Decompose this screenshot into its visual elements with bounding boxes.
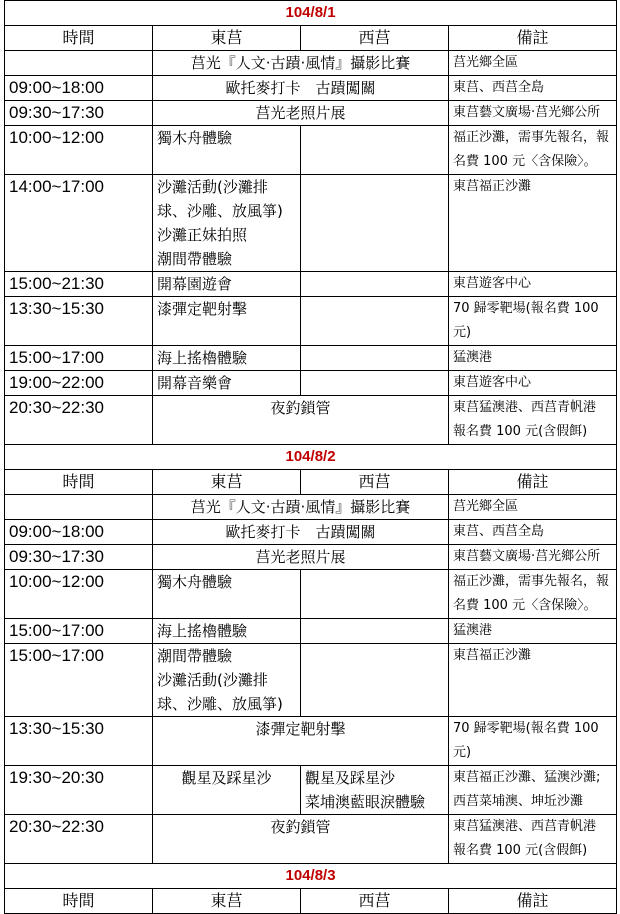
west-cell (301, 570, 449, 619)
table-row (5, 101, 617, 126)
time-cell: 09:00~18:00 (5, 520, 153, 545)
east-cell: 開幕音樂會 (153, 371, 301, 396)
table-row (5, 520, 617, 545)
note-header: 備註 (449, 470, 617, 495)
time-cell: 13:30~15:30 (5, 297, 153, 346)
note-cell: 70 歸零靶場(報名費 100 元) (449, 717, 617, 766)
table-row (5, 644, 617, 717)
west-cell (301, 346, 449, 371)
west-header: 西莒 (301, 889, 449, 914)
activity-cell: 莒光老照片展 (153, 545, 449, 570)
west-cell (301, 297, 449, 346)
note-cell: 東莒福正沙灘、猛澳沙灘; 西莒菜埔澳、坤坵沙灘 (449, 766, 617, 815)
note-cell: 東莒遊客中心 (449, 371, 617, 396)
time-cell: 15:00~17:00 (5, 346, 153, 371)
west-cell (301, 175, 449, 272)
table-row (5, 371, 617, 396)
east-cell: 獨木舟體驗 (153, 126, 301, 175)
time-cell (5, 51, 153, 76)
time-cell: 14:00~17:00 (5, 175, 153, 272)
west-cell (301, 619, 449, 644)
date-heading: 104/8/3 (5, 864, 617, 889)
table-row (5, 126, 617, 175)
table-row (5, 766, 617, 815)
activity-cell: 漆彈定靶射擊 (153, 717, 449, 766)
table-row (5, 76, 617, 101)
note-cell: 莒光鄉全區 (449, 495, 617, 520)
east-header: 東莒 (153, 470, 301, 495)
activity-cell: 歐托麥打卡 古蹟闖關 (153, 520, 449, 545)
note-cell: 東莒藝文廣場‧莒光鄉公所 (449, 101, 617, 126)
date-row (5, 445, 617, 470)
east-cell: 獨木舟體驗 (153, 570, 301, 619)
time-cell: 19:00~22:00 (5, 371, 153, 396)
note-cell: 東莒、西莒全島 (449, 76, 617, 101)
west-cell (301, 272, 449, 297)
note-header: 備註 (449, 889, 617, 914)
east-header: 東莒 (153, 26, 301, 51)
date-heading: 104/8/2 (5, 445, 617, 470)
table-row (5, 272, 617, 297)
schedule-table (4, 0, 617, 914)
time-header: 時間 (5, 889, 153, 914)
table-row (5, 297, 617, 346)
activity-cell: 莒光老照片展 (153, 101, 449, 126)
west-cell: 觀星及踩星沙 菜埔澳藍眼淚體驗 (301, 766, 449, 815)
time-cell: 15:00~21:30 (5, 272, 153, 297)
date-heading: 104/8/1 (5, 1, 617, 26)
note-cell: 莒光鄉全區 (449, 51, 617, 76)
table-row (5, 570, 617, 619)
note-cell: 福正沙灘，需事先報名，報名費 100 元〈含保險〉。 (449, 570, 617, 619)
activity-cell: 夜釣鎖管 (153, 815, 449, 864)
east-header: 東莒 (153, 889, 301, 914)
east-cell: 海上搖櫓體驗 (153, 346, 301, 371)
time-cell (5, 495, 153, 520)
note-cell: 猛澳港 (449, 619, 617, 644)
time-cell: 13:30~15:30 (5, 717, 153, 766)
west-cell (301, 371, 449, 396)
note-cell: 猛澳港 (449, 346, 617, 371)
header-row (5, 26, 617, 51)
table-row (5, 717, 617, 766)
time-cell: 10:00~12:00 (5, 126, 153, 175)
note-cell: 東莒遊客中心 (449, 272, 617, 297)
east-cell: 沙灘活動(沙灘排球、沙雕、放風箏) 沙灘正妹拍照 潮間帶體驗 (153, 175, 301, 272)
time-header: 時間 (5, 26, 153, 51)
activity-cell: 莒光『人文‧古蹟‧風情』攝影比賽 (153, 51, 449, 76)
west-cell (301, 644, 449, 717)
note-cell: 東莒猛澳港、西莒青帆港 報名費 100 元(含假餌) (449, 396, 617, 445)
time-cell: 20:30~22:30 (5, 815, 153, 864)
note-cell: 東莒、西莒全島 (449, 520, 617, 545)
activity-cell: 歐托麥打卡 古蹟闖關 (153, 76, 449, 101)
time-cell: 09:30~17:30 (5, 101, 153, 126)
time-cell: 10:00~12:00 (5, 570, 153, 619)
note-cell: 福正沙灘，需事先報名，報名費 100 元〈含保險〉。 (449, 126, 617, 175)
table-row (5, 815, 617, 864)
header-row (5, 470, 617, 495)
east-cell: 觀星及踩星沙 (153, 766, 301, 815)
table-row (5, 619, 617, 644)
east-cell: 漆彈定靶射擊 (153, 297, 301, 346)
table-row (5, 346, 617, 371)
east-cell: 海上搖櫓體驗 (153, 619, 301, 644)
west-header: 西莒 (301, 26, 449, 51)
table-row (5, 175, 617, 272)
note-cell: 東莒福正沙灘 (449, 644, 617, 717)
note-header: 備註 (449, 26, 617, 51)
time-cell: 09:00~18:00 (5, 76, 153, 101)
note-cell: 東莒福正沙灘 (449, 175, 617, 272)
table-row (5, 396, 617, 445)
note-cell: 東莒猛澳港、西莒青帆港 報名費 100 元(含假餌) (449, 815, 617, 864)
note-cell: 70 歸零靶場(報名費 100 元) (449, 297, 617, 346)
note-cell: 東莒藝文廣場‧莒光鄉公所 (449, 545, 617, 570)
table-row (5, 495, 617, 520)
time-cell: 15:00~17:00 (5, 619, 153, 644)
east-cell: 潮間帶體驗 沙灘活動(沙灘排球、沙雕、放風箏) (153, 644, 301, 717)
time-cell: 15:00~17:00 (5, 644, 153, 717)
time-cell: 20:30~22:30 (5, 396, 153, 445)
west-cell (301, 126, 449, 175)
header-row (5, 889, 617, 914)
time-cell: 19:30~20:30 (5, 766, 153, 815)
activity-cell: 莒光『人文‧古蹟‧風情』攝影比賽 (153, 495, 449, 520)
time-cell: 09:30~17:30 (5, 545, 153, 570)
date-row (5, 1, 617, 26)
table-row (5, 51, 617, 76)
west-header: 西莒 (301, 470, 449, 495)
date-row (5, 864, 617, 889)
east-cell: 開幕園遊會 (153, 272, 301, 297)
time-header: 時間 (5, 470, 153, 495)
activity-cell: 夜釣鎖管 (153, 396, 449, 445)
table-row (5, 545, 617, 570)
